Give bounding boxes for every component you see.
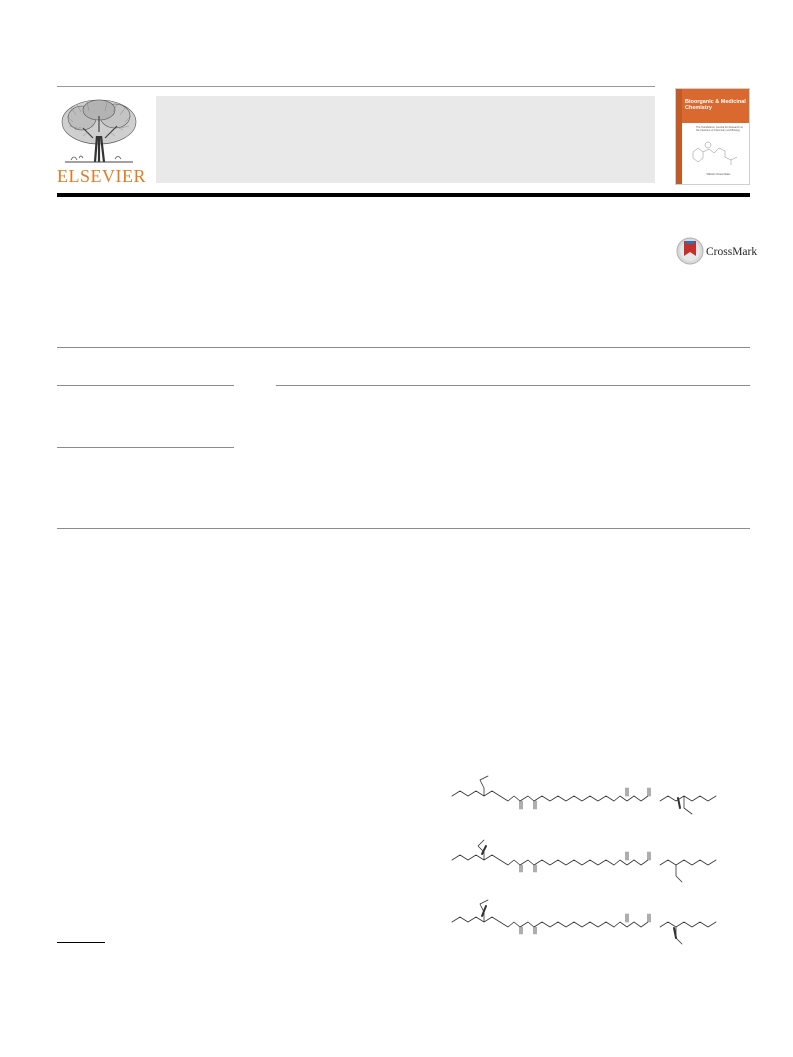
- header-thick-rule: [57, 193, 750, 197]
- chemical-structures-icon: [440, 768, 740, 953]
- elsevier-logo[interactable]: [57, 96, 146, 186]
- journal-header-banner: [156, 96, 655, 183]
- journal-cover-thumbnail[interactable]: [675, 88, 750, 185]
- elsevier-tree-icon: [57, 96, 141, 168]
- crossmark-label: CrossMark: [706, 246, 758, 258]
- crossmark-badge[interactable]: [676, 237, 756, 269]
- structure-2: [452, 840, 716, 882]
- article-info-bottom-rule: [57, 528, 750, 529]
- crossmark-icon: [676, 237, 704, 267]
- cover-title: Bioorganic & Medicinal Chemistry: [685, 99, 746, 111]
- elsevier-wordmark: ELSEVIER: [57, 166, 146, 186]
- header-top-rule: [57, 86, 655, 87]
- article-info-top-rule: [57, 347, 750, 348]
- structure-3: [452, 900, 716, 944]
- footnote-rule: [57, 942, 105, 943]
- cover-graphic-icon: [688, 137, 748, 167]
- cover-footer: Wilhelm Rosenthaler: [706, 173, 731, 176]
- structure-1: [452, 776, 716, 814]
- article-info-left-rule: [57, 385, 234, 386]
- abstract-rule: [276, 385, 750, 386]
- cover-subtitle: The Tetrahedron Journal for Research at the Interface of Chemistry and Biology: [696, 126, 743, 132]
- keywords-rule: [57, 447, 234, 448]
